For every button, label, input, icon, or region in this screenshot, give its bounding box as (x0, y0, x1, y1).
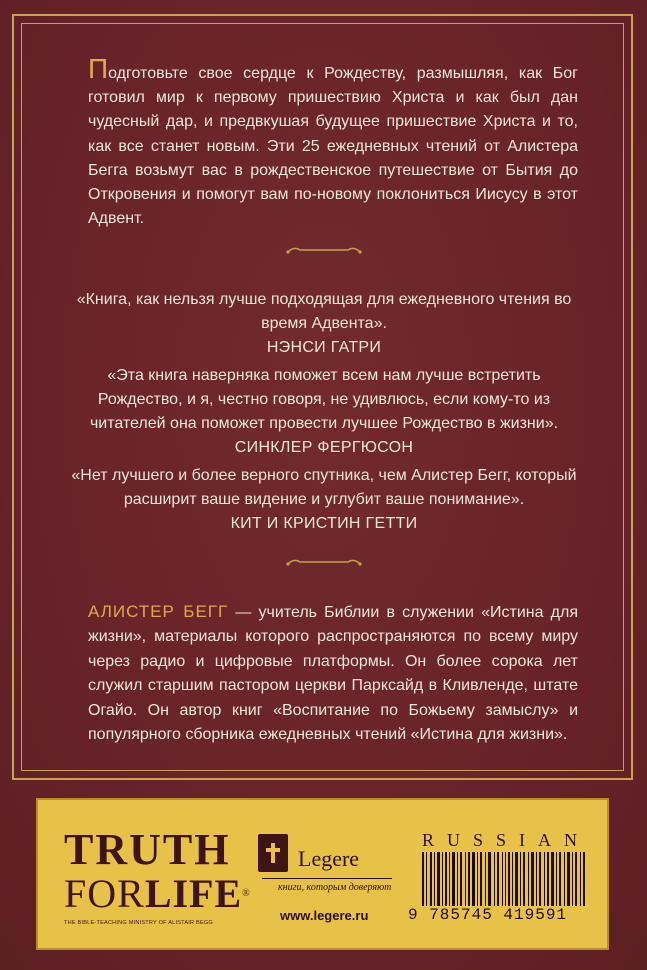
quote-1-author: НЭНСИ ГАТРИ (266, 339, 382, 356)
tfl-registered-mark: ® (242, 888, 251, 899)
tfl-tagline: THE BIBLE-TEACHING MINISTRY OF ALISTAIR BEGG (64, 920, 213, 926)
quote-2-author: СИНКЛЕР ФЕРГЮСОН (234, 439, 414, 456)
publisher-divider-line (262, 878, 392, 879)
publisher-name: Legere (298, 846, 360, 871)
quote-2-text: «Эта книга наверняка поможет всем нам лучше встретить Рождество, и я, честно говоря, не удивлюсь, если кому-то из читателей она поможет провести лучшее Рождество в жизни». (89, 367, 559, 432)
quote-1 (70, 288, 578, 360)
quote-1-text: «Книга, как нельзя лучше подходящая для ежедневного чтения во время Адвента». (76, 291, 572, 332)
author-name: АЛИСТЕР БЕГГ (88, 602, 229, 621)
drop-cap: П (88, 53, 109, 84)
author-bio (88, 600, 578, 747)
legere-logo (254, 830, 394, 930)
book-cross-icon (258, 834, 288, 872)
language-label: RUSSIAN (422, 830, 591, 850)
ornament-divider-1 (284, 242, 364, 258)
tfl-for: FOR (64, 871, 145, 916)
author-bio-text: — учитель Библии в служении «Истина для жизни», материалы которого распространяются по всему миру через радио и цифровые платформы. Он более сорока лет служил старшим пастором церкви Парксайд в Кливленде, штате Огайо. Он автор книг «Воспитание по Божьему замыслу» и популярного сборника ежедневных чтений «Истина для жизни». (88, 604, 578, 744)
quote-2 (70, 364, 578, 460)
quote-3-text: «Нет лучшего и более верного спутника, чем Алистер Бегг, который расширит ваше видение и углубит ваше понимание». (71, 467, 577, 508)
quote-3-author: КИТ И КРИСТИН ГЕТТИ (230, 515, 418, 532)
quote-3 (70, 464, 578, 536)
description-text: одготовьте свое сердце к Рождеству, размышляя, как Бог готовил мир к первому пришествию Христа и как был дан чудесный дар, и предвкушая будущее пришествие Христа и то, как все станет новым. Эти 25 ежедневных чтений от Алистера Бегга возьмут вас в рождественское путешествие от Бытия до Откровения и помогут вам по-новому поклониться Иисусу в этот Адвент. (88, 65, 578, 228)
book-description (88, 53, 578, 231)
isbn-number: 9 785745 419591 (408, 906, 602, 924)
publisher-url: www.legere.ru (280, 908, 369, 923)
ornament-divider-2 (284, 554, 364, 570)
tfl-life: LIFE (144, 871, 243, 916)
publisher-tagline: книги, которым доверяют (278, 882, 392, 893)
tfl-truth-word: TRUTH (64, 825, 231, 874)
truth-for-life-logo (64, 825, 251, 926)
tfl-forlife-word (64, 871, 251, 916)
